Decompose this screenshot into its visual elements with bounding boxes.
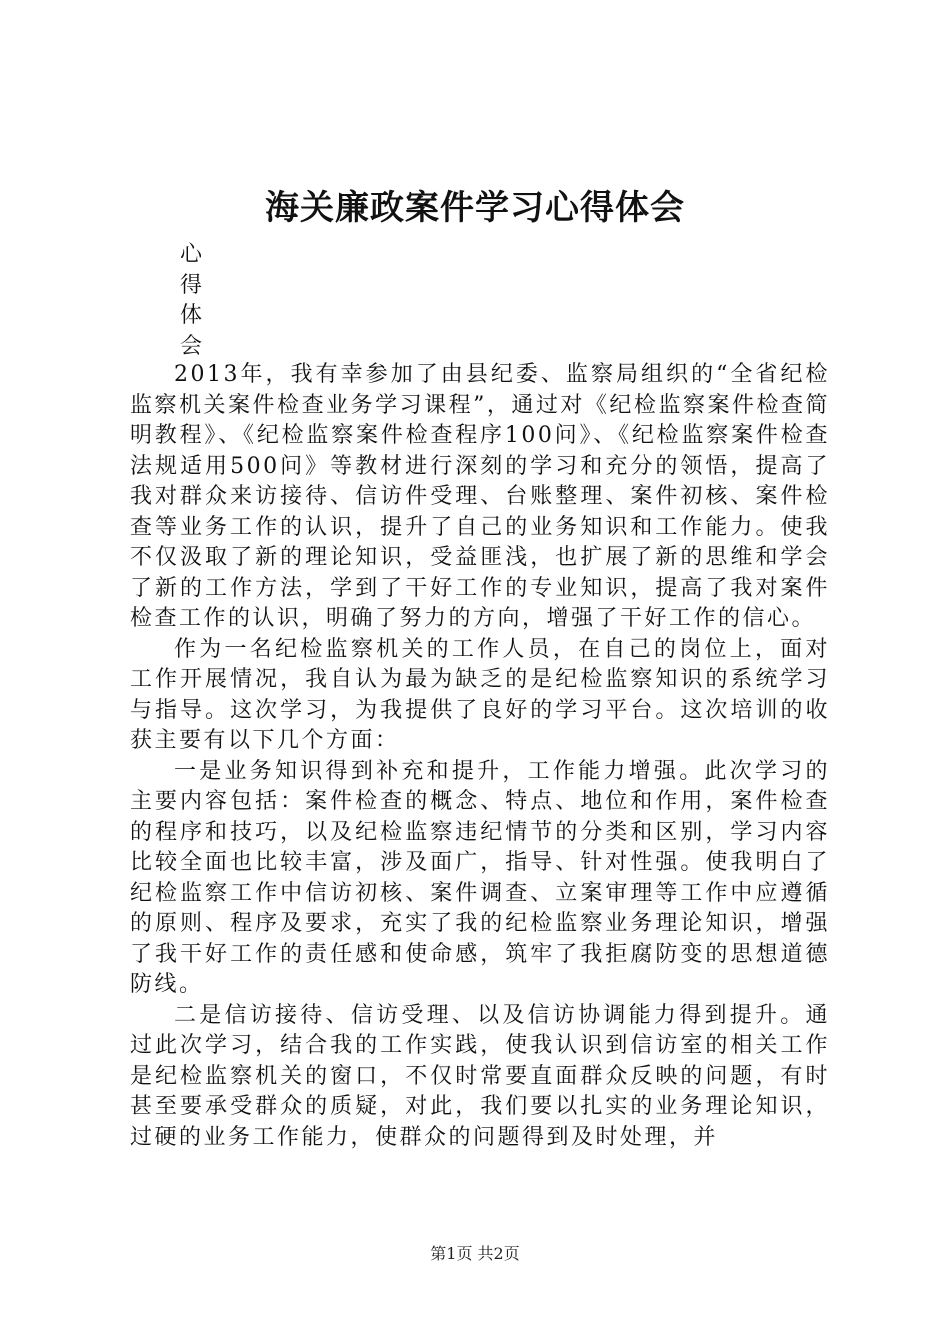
paragraph-1: 2013年，我有幸参加了由县纪委、监察局组织的“全省纪检监察机关案件检查业务学习课程”，通过对《纪检监察案件检查简明教程》、《纪检监察案件检查程序100问》、《纪检监察案件检查法规适用500问》等教材进行深刻的学习和充分的领悟，提高了我对群众来访接待、信访件受理、台账整理、案件初核、案件检查等业务工作的认识，提升了自己的业务知识和工作能力。使我不仅汲取了新的理论知识，受益匪浅，也扩展了新的思维和学会了新的工作方法，学到了干好工作的专业知识，提高了我对案件检查工作的认识，明确了努力的方向，增强了干好工作的信心。 bbox=[130, 362, 830, 631]
paragraph-2: 作为一名纪检监察机关的工作人员，在自己的岗位上，面对工作开展情况，我自认为最为缺乏的是纪检监察知识的系统学习与指导。这次学习，为我提供了良好的学习平台。这次培训的收获主要有以下几个方面： bbox=[130, 636, 830, 753]
paragraph-4: 二是信访接待、信访受理、以及信访协调能力得到提升。通过此次学习，结合我的工作实践，使我认识到信访室的相关工作是纪检监察机关的窗口，不仅时常要直面群众反映的问题，有时甚至要承受群众的质疑，对此，我们要以扎实的业务理论知识，过硬的业务工作能力，使群众的问题得到及时处理，并 bbox=[130, 1002, 830, 1150]
vertical-section-label: 心得体会 bbox=[180, 242, 203, 359]
document-body bbox=[130, 360, 830, 1153]
page-footer: 第1页 共2页 bbox=[430, 1244, 520, 1263]
paragraph-3: 一是业务知识得到补充和提升，工作能力增强。此次学习的主要内容包括：案件检查的概念、特点、地位和作用，案件检查的程序和技巧，以及纪检监察违纪情节的分类和区别，学习内容比较全面也比较丰富，涉及面广，指导、针对性强。使我明白了纪检监察工作中信访初核、案件调查、立案审理等工作中应遵循的原则、程序及要求，充实了我的纪检监察业务理论知识，增强了我干好工作的责任感和使命感，筑牢了我拒腐防变的思想道德防线。 bbox=[130, 758, 830, 997]
document-title: 海关廉政案件学习心得体会 bbox=[265, 188, 685, 228]
